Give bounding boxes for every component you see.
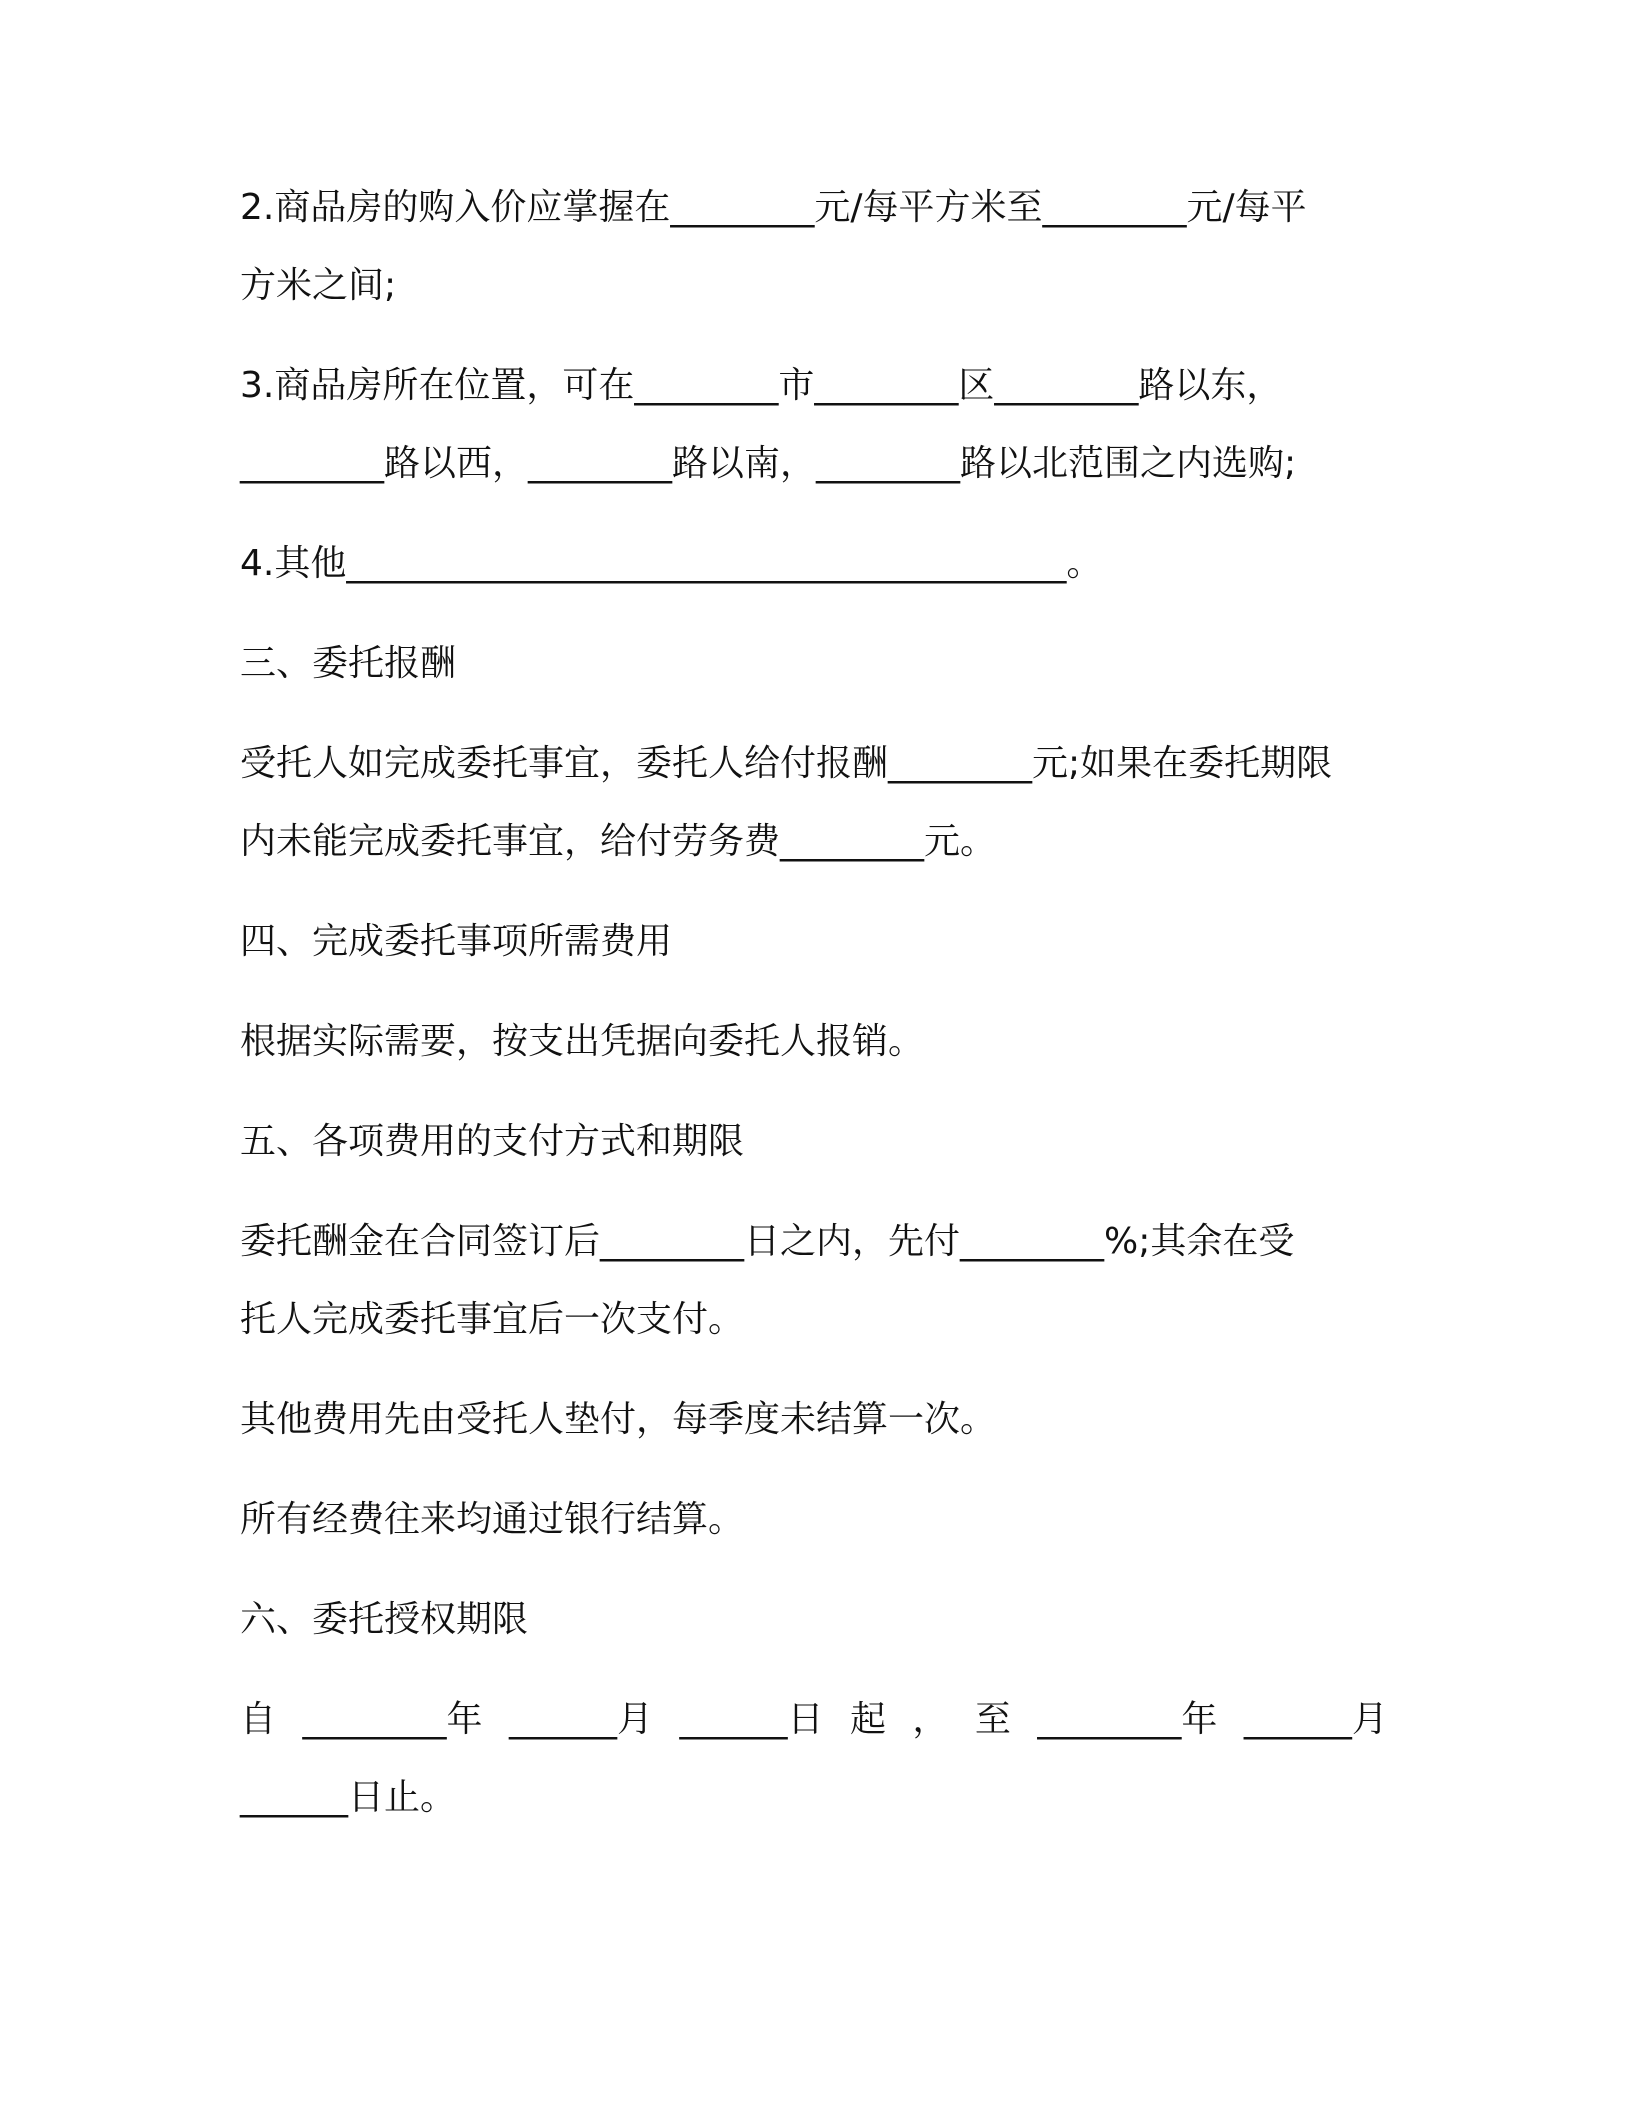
section4-body: 根据实际需要，按支出凭据向委托人报销。 (240, 1021, 925, 1062)
section6-line1 (240, 1699, 1388, 1740)
item2-line1 (240, 187, 1388, 228)
section6-part: ______月 (1243, 1699, 1388, 1740)
section3-line2: 内未能完成委托事宜，给付劳务费________元。 (240, 821, 997, 862)
item4-line: 4.其他________________________________________。 (240, 543, 1103, 584)
document-page (240, 187, 1388, 1818)
section6-part: 起 (849, 1699, 886, 1740)
section3-heading: 三、委托报酬 (240, 643, 457, 684)
section5-heading: 五、各项费用的支付方式和期限 (240, 1121, 745, 1162)
section6-part: ________年 (302, 1699, 483, 1740)
item3-line1: 3.商品房所在位置，可在________市________区________路以东， (240, 365, 1283, 406)
section5-line2: 托人完成委托事宜后一次支付。 (240, 1299, 745, 1340)
section3-line1: 受托人如完成委托事宜，委托人给付报酬________元;如果在委托期限 (240, 743, 1333, 784)
section5-para3: 所有经费往来均通过银行结算。 (240, 1499, 745, 1540)
section6-part: ______月 (508, 1699, 653, 1740)
section6-part: 自 (240, 1699, 277, 1740)
section6-line2: ______日止。 (240, 1777, 457, 1818)
section5-para2: 其他费用先由受托人垫付，每季度未结算一次。 (240, 1399, 997, 1440)
item2-line2: 方米之间; (240, 265, 397, 306)
item3-line2: ________路以西，________路以南，________路以北范围之内选购; (240, 443, 1297, 484)
section6-part: ______日 (679, 1699, 824, 1740)
section6-part: ________年 (1037, 1699, 1218, 1740)
section6-part: ， (912, 1699, 949, 1740)
section6-heading: 六、委托授权期限 (240, 1599, 529, 1640)
section5-line1: 委托酬金在合同签订后________日之内，先付________%;其余在受 (240, 1221, 1295, 1262)
section4-heading: 四、完成委托事项所需费用 (240, 921, 673, 962)
section6-part: 至 (974, 1699, 1011, 1740)
item2-line1-text: 2.商品房的购入价应掌握在________元/每平方米至________元/每平 (240, 187, 1307, 228)
